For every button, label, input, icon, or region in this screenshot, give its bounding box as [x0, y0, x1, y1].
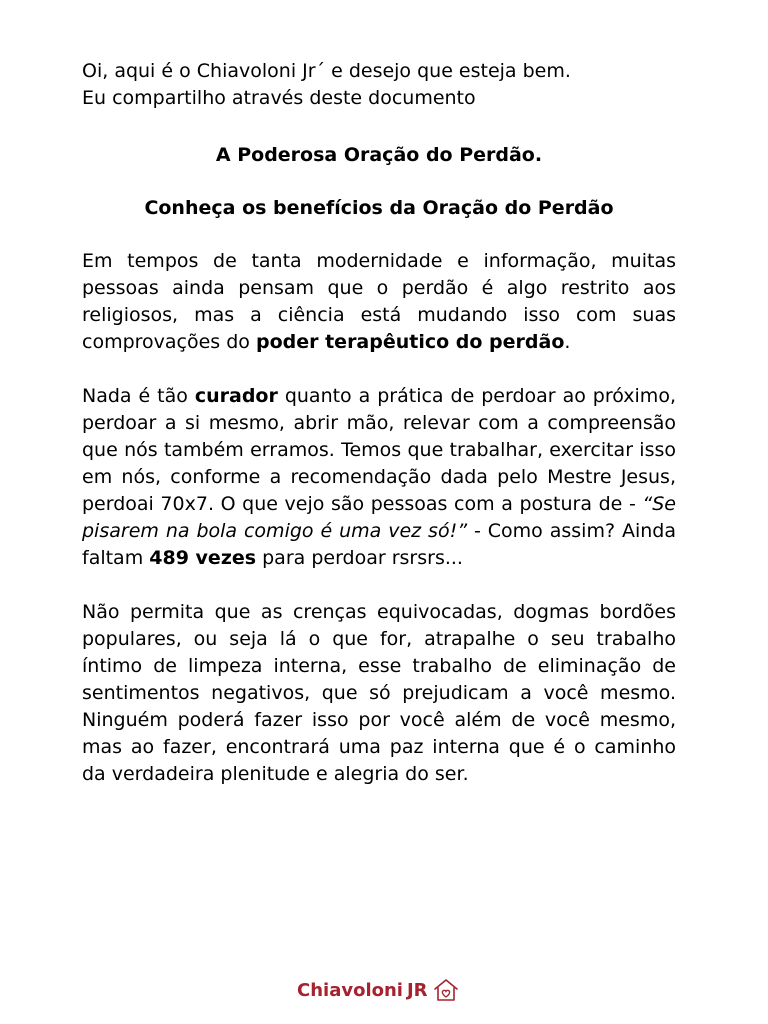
paragraph-2-text-b: quanto a prática de perdoar ao próximo, perdoar a si mesmo, abrir mão, relevar com a compreensão que nós também erramos. Temos que trabalhar, exercitar isso em nós, conforme a recomendação dada pelo Mestre Jesus, perdoai 70x7. O que vejo são pessoas com a postura de - [82, 385, 676, 515]
intro [82, 58, 676, 112]
intro-line-1: Oi, aqui é o Chiavoloni Jr´ e desejo que esteja bem. [82, 60, 571, 82]
paragraph-2-bold-b: 489 vezes [149, 547, 257, 569]
intro-line-2: Eu compartilho através deste documento [82, 87, 476, 109]
paragraph-1-text-a: Em tempos de tanta modernidade e informação, muitas pessoas ainda pensam que o perdão é algo restrito aos religiosos, mas a ciência está mudando isso com suas comprovações do [82, 250, 676, 353]
paragraph-2-italic-quote: “Se pisarem na bola comigo é uma vez só!” [82, 493, 676, 542]
paragraph-2-bold-a: curador [194, 385, 278, 407]
paragraph-1-bold-a: poder terapêutico do perdão [255, 331, 565, 353]
footer-logo [297, 973, 460, 1007]
document-title: A Poderosa Oração do Perdão. [215, 144, 543, 166]
paragraph-2 [82, 383, 676, 572]
brand-suffix: JR [406, 979, 428, 1001]
paragraph-2-text-d: para perdoar rsrsrs... [256, 547, 463, 569]
paragraph-2-text-a: Nada é tão [82, 385, 195, 407]
paragraph-1 [82, 248, 676, 356]
brand-name: Chiavoloni [297, 979, 403, 1001]
house-heart-icon [432, 977, 460, 1003]
paragraph-3: Não permita que as crenças equivocadas, dogmas bordões populares, ou seja lá o que for, atrapalhe o seu trabalho íntimo de limpeza interna, esse trabalho de eliminação de sentimentos negativos, que só prejudicam a você mesmo. Ninguém poderá fazer isso por você além de você mesmo, mas ao fazer, encontrará uma paz interna que é o caminho da verdadeira plenitude e alegria do ser. [82, 601, 676, 785]
paragraph-1-text-b: . [564, 331, 571, 353]
paragraph-2-text-c: - Como assim? Ainda faltam [82, 520, 676, 569]
document-subtitle: Conheça os benefícios da Oração do Perdão [144, 197, 614, 219]
document-page [82, 58, 676, 788]
